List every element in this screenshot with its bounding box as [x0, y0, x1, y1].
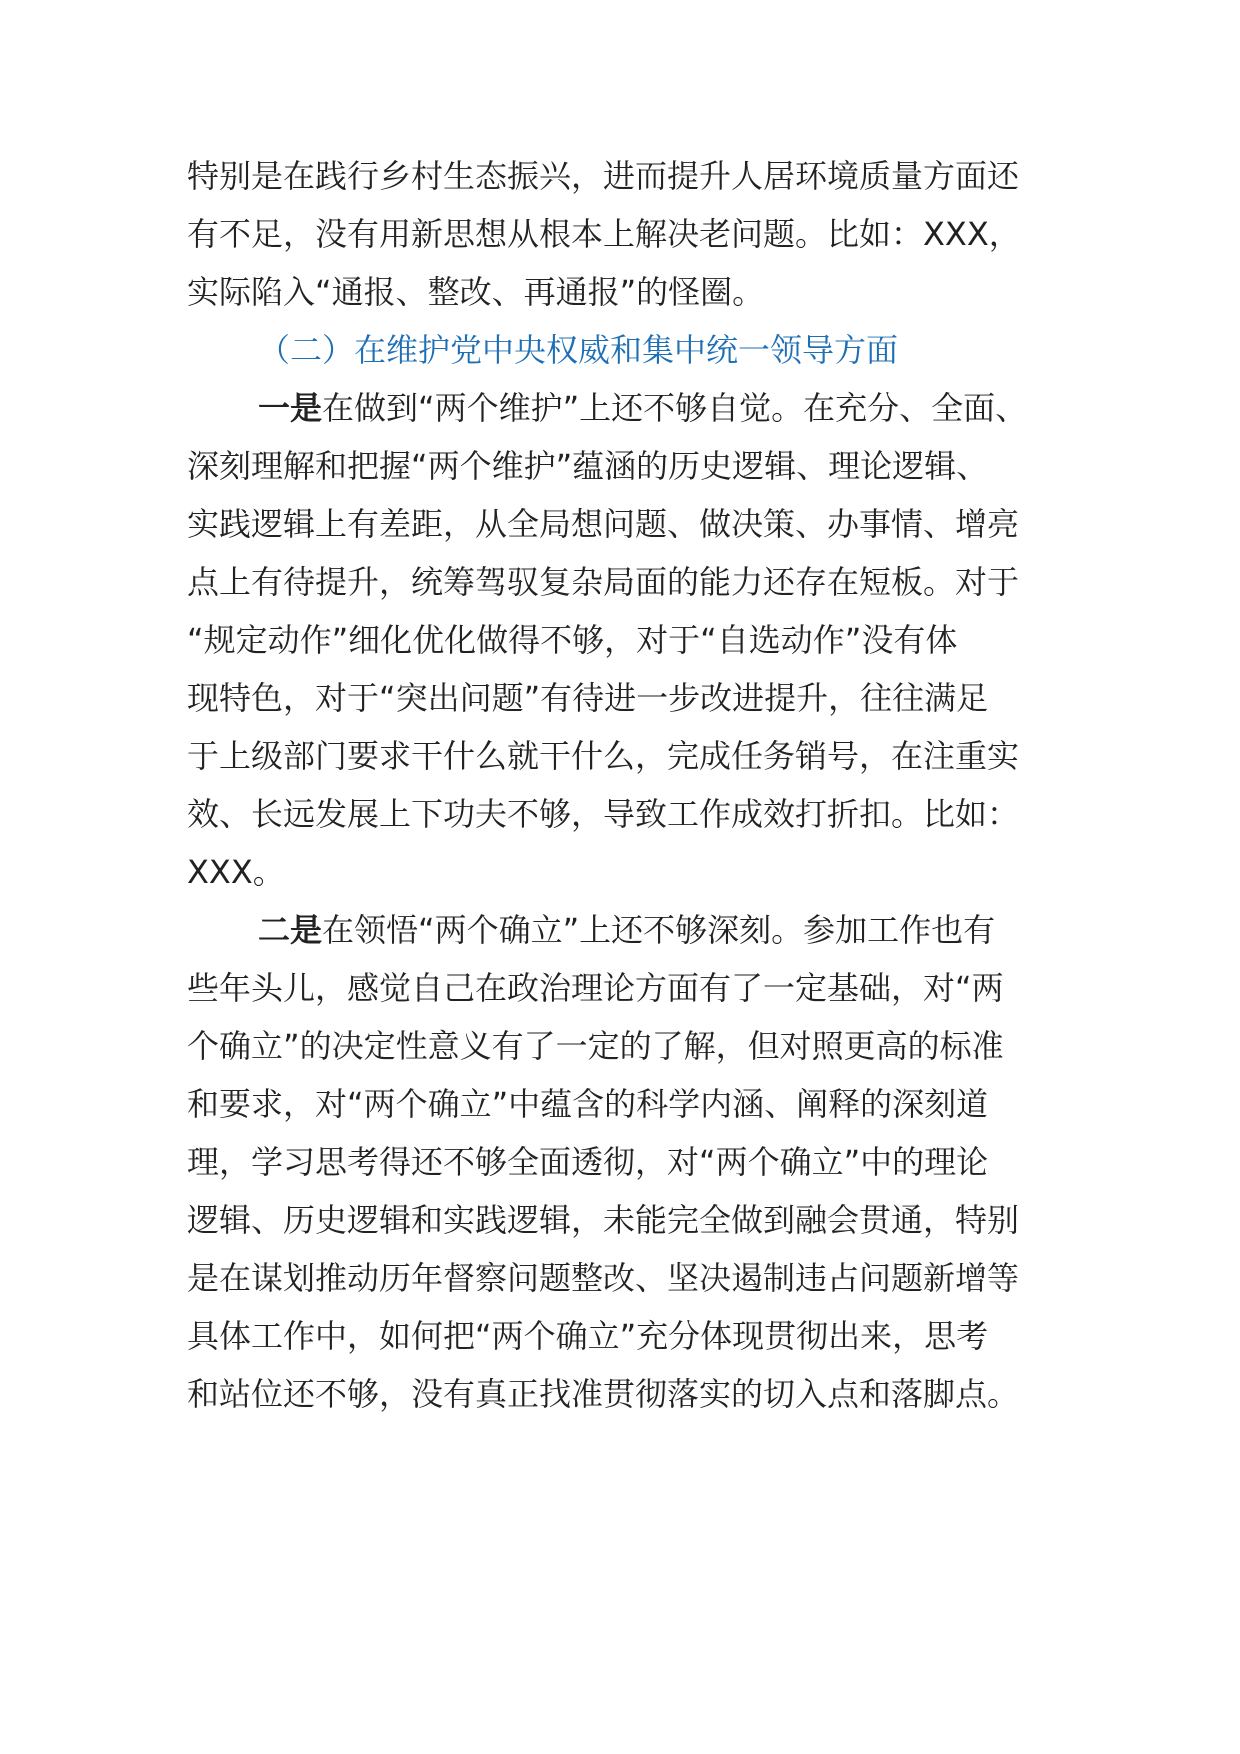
- text-line: 些年头儿，感觉自己在政治理论方面有了一定基础，对“两: [187, 969, 1004, 1007]
- text-line: XXX。: [187, 853, 285, 891]
- text-line: 实际陷入“通报、整改、再通报”的怪圈。: [187, 273, 765, 311]
- text-line: 实践逻辑上有差距，从全局想问题、做决策、办事情、增亮: [187, 505, 1020, 543]
- text-line: 理，学习思考得还不够全面透彻，对“两个确立”中的理论: [187, 1143, 989, 1181]
- paragraph-first-line: [258, 900, 995, 960]
- text-line: 个确立”的决定性意义有了一定的了解，但对照更高的标准: [187, 1027, 1004, 1065]
- text-line: 效、长远发展上下功夫不够，导致工作成效打折扣。比如：: [187, 795, 1020, 833]
- paragraph-first-line: [258, 378, 1027, 438]
- paragraph-lead: 一是: [258, 389, 323, 427]
- text-line: 点上有待提升，统筹驾驭复杂局面的能力还存在短板。对于: [187, 563, 1020, 601]
- text-line: 具体工作中，如何把“两个确立”充分体现贯彻出来，思考: [187, 1317, 989, 1355]
- text-line: 深刻理解和把握“两个维护”蕴涵的历史逻辑、理论逻辑、: [187, 447, 989, 485]
- text-line: 和要求，对“两个确立”中蕴含的科学内涵、阐释的深刻道: [187, 1085, 989, 1123]
- text-line: 于上级部门要求干什么就干什么，完成任务销号，在注重实: [187, 737, 1020, 775]
- text-line: 有不足，没有用新思想从根本上解决老问题。比如：XXX，: [187, 215, 1021, 253]
- text-line: 现特色，对于“突出问题”有待进一步改进提升，往往满足: [187, 679, 989, 717]
- paragraph-lead: 二是: [258, 911, 323, 949]
- text-line: 是在谋划推动历年督察问题整改、坚决遏制违占问题新增等: [187, 1259, 1020, 1297]
- text-line: 和站位还不够，没有真正找准贯彻落实的切入点和落脚点。: [187, 1375, 1020, 1413]
- section-heading: （二）在维护党中央权威和集中统一领导方面: [258, 331, 899, 369]
- paragraph-first-line-text: 在做到“两个维护”上还不够自觉。在充分、全面、: [322, 389, 1028, 427]
- paragraph-first-line-text: 在领悟“两个确立”上还不够深刻。参加工作也有: [322, 911, 996, 949]
- text-line: 特别是在践行乡村生态振兴，进而提升人居环境质量方面还: [187, 157, 1020, 195]
- text-line: “规定动作”细化优化做得不够，对于“自选动作”没有体: [187, 621, 958, 659]
- text-line: 逻辑、历史逻辑和实践逻辑，未能完全做到融会贯通，特别: [187, 1201, 1020, 1239]
